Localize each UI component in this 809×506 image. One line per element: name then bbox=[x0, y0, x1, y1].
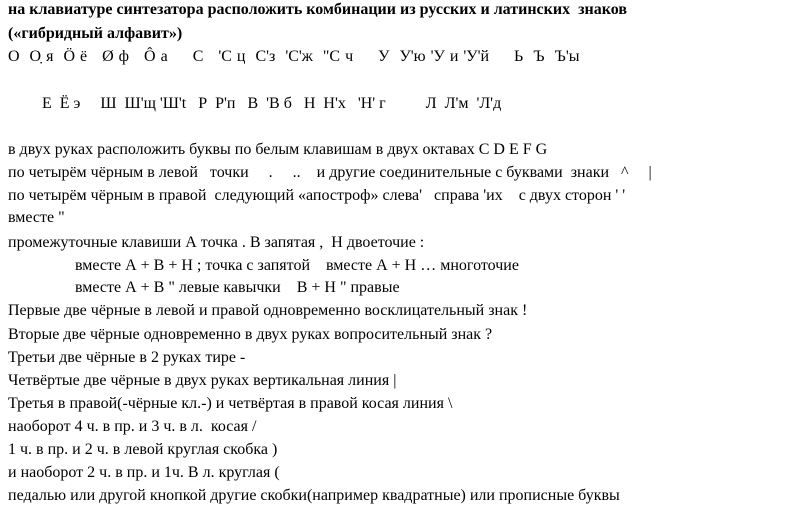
text-line-16: педалью или другой кнопкой другие скобки(например квадратные) или прописные буквы bbox=[8, 487, 620, 504]
text-line-3: по четырём чёрным в правой следующий «апостроф» слева' справа 'их с двух сторон ' ' bbox=[8, 187, 626, 204]
text-line-12: Третья в правой(-чёрные кл.-) и четвёртая в правой косая линия \ bbox=[8, 395, 453, 412]
text-line-8: Первые две чёрные в левой и правой одновременно восклицательный знак ! bbox=[8, 302, 528, 319]
text-line-9: Вторые две чёрные одновременно в двух руках вопросительный знак ? bbox=[8, 326, 493, 343]
text-line-1: в двух руках расположить буквы по белым клавишам в двух октавах C D E F G bbox=[8, 141, 548, 158]
text-line-2: по четырём чёрным в левой точки . .. и другие соединительные с буквами знаки ^ | bbox=[8, 164, 652, 181]
hybrid-alphabet-row-2: Е Ё э Ш Ш'щ 'Ш't Р Р'п В 'В б Н Н'х 'Н' г Л Л'м 'Л'д bbox=[42, 95, 502, 112]
text-line-5: промежуточные клавиши А точка . В запятая , Н двоеточие : bbox=[8, 234, 425, 251]
hybrid-alphabet-row-1: О О̣ я Ӧ ё Ø ф Ô а С 'С ц С'з 'С'ж "С ч У У'ю 'У и 'У'й Ь Ъ Ъ'ы bbox=[8, 48, 580, 65]
title-line-1: на клавиатуре синтезатора расположить комбинации из русских и латинских знаков bbox=[8, 1, 627, 18]
text-line-14: 1 ч. в пр. и 2 ч. в левой круглая скобка ) bbox=[8, 441, 278, 458]
text-line-4: вместе " bbox=[8, 209, 65, 226]
text-line-6: вместе А + В + Н ; точка с запятой вместе А + Н … многоточие bbox=[75, 257, 519, 274]
text-line-13: наоборот 4 ч. в пр. и 3 ч. в л. косая / bbox=[8, 418, 257, 435]
title-line-2: («гибридный алфавит») bbox=[8, 25, 183, 42]
text-line-10: Третьи две чёрные в 2 руках тире - bbox=[8, 349, 246, 366]
text-line-11: Четвёртые две чёрные в двух руках вертикальная линия | bbox=[8, 372, 397, 389]
text-line-15: и наоборот 2 ч. в пр. и 1ч. В л. круглая ( bbox=[8, 464, 280, 481]
text-line-7: вместе А + В " левые кавычки В + Н " правые bbox=[75, 279, 400, 296]
